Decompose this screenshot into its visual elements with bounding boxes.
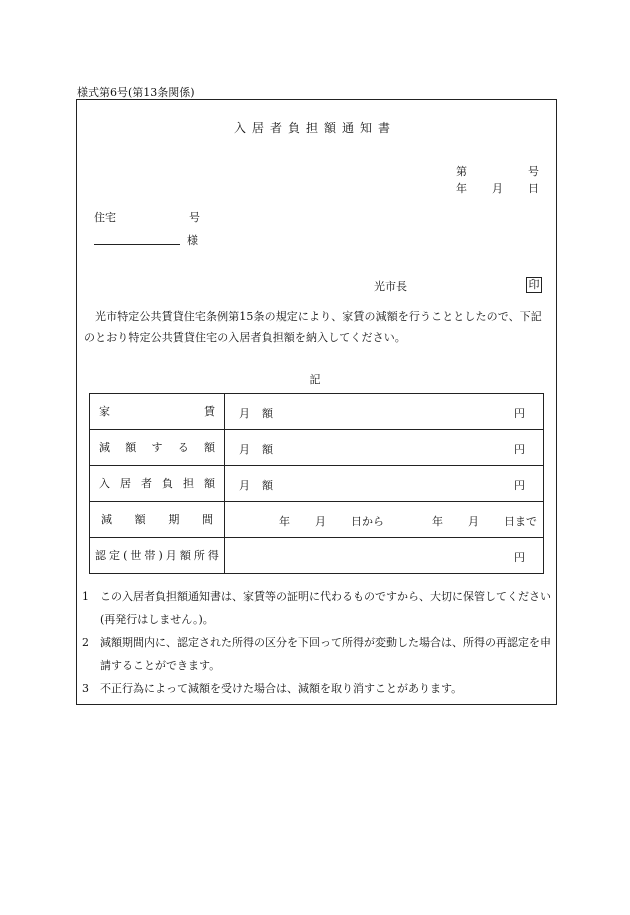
row-label-period (90, 502, 225, 538)
label-char: 居 (120, 477, 131, 490)
label-char: 額 (204, 441, 215, 454)
table-row (90, 466, 544, 502)
label-char: 担 (183, 477, 194, 490)
label-char: 家 (99, 405, 110, 418)
label-char: 得 (207, 549, 219, 562)
label-char: 者 (141, 477, 152, 490)
label-char: 額 (179, 549, 191, 562)
label-char: 額 (125, 441, 137, 454)
label-spread (90, 502, 224, 537)
label-char: 額 (134, 513, 146, 526)
income-value-cell (225, 538, 544, 574)
recipient-honorific: 様 (187, 234, 198, 247)
yen-unit: 円 (514, 443, 525, 456)
date-year: 年 (456, 182, 467, 195)
note-number: 3 (82, 682, 89, 695)
label-char: ( (123, 549, 128, 562)
label-char: ) (158, 549, 163, 562)
table-row (90, 502, 544, 538)
document-title: 入居者負担額通知書 (233, 121, 396, 135)
list-item (82, 677, 552, 700)
label-spread (90, 394, 224, 429)
label-char: 入 (99, 477, 110, 490)
label-char: 負 (162, 477, 173, 490)
notes-list (82, 585, 552, 700)
label-char: 賃 (204, 405, 215, 418)
note-text: この入居者負担額通知書は、家賃等の証明に代わるものですから、大切に保管してください(再発行はしません。)。 (100, 590, 551, 626)
label-char: 間 (201, 513, 213, 526)
yen-unit: 円 (514, 407, 525, 420)
label-char: 所 (193, 549, 205, 562)
note-number: 2 (82, 636, 89, 649)
seal-stamp: 印 (526, 277, 542, 293)
recipient-name-line (94, 244, 180, 245)
body-paragraph: 光市特定公共賃貸住宅条例第15条の規定により、家賃の減額を行うこととしたので、下記のとおり特定公共賃貸住宅の入居者負担額を納入してください。 (84, 310, 542, 344)
date-month: 月 (492, 182, 503, 195)
monthly-label: 月額 (239, 407, 285, 420)
list-item (82, 631, 552, 677)
yen-unit: 円 (514, 551, 525, 564)
period-start-day: 日から (351, 515, 384, 528)
label-char: 減 (101, 513, 112, 526)
note-number: 1 (82, 590, 89, 603)
label-char: る (177, 441, 189, 454)
table-row (90, 538, 544, 574)
label-char: 世 (130, 549, 142, 562)
issuer-name: 光市長 (374, 280, 407, 293)
reduction-value-cell (225, 430, 544, 466)
row-label-reduction (90, 430, 225, 466)
burden-value-cell (225, 466, 544, 502)
recipient-number-suffix: 号 (189, 211, 200, 224)
row-label-rent (90, 394, 225, 430)
table-row (90, 430, 544, 466)
detail-table (89, 393, 544, 574)
label-char: 月 (165, 549, 177, 562)
period-end-year: 年 (432, 515, 443, 528)
label-char: 額 (204, 477, 215, 490)
label-spread (90, 538, 224, 573)
row-label-income (90, 538, 225, 574)
label-char: 期 (168, 513, 180, 526)
label-char: 減 (99, 441, 110, 454)
recipient-housing-label: 住宅 (94, 211, 116, 224)
period-start-year: 年 (279, 515, 290, 528)
period-start-month: 月 (315, 515, 326, 528)
label-char: 定 (109, 549, 121, 562)
label-spread (90, 466, 224, 501)
label-char: す (151, 441, 163, 454)
ki-heading: 記 (309, 373, 321, 386)
date-day: 日 (528, 182, 539, 195)
monthly-label: 月額 (239, 479, 285, 492)
table-row (90, 394, 544, 430)
label-spread (90, 430, 224, 465)
monthly-label: 月額 (239, 443, 285, 456)
label-char: 認 (95, 549, 106, 562)
row-label-burden (90, 466, 225, 502)
note-text: 不正行為によって減額を受けた場合は、減額を取り消すことがあります。 (100, 682, 463, 695)
yen-unit: 円 (514, 479, 525, 492)
period-end-month: 月 (468, 515, 479, 528)
rent-value-cell (225, 394, 544, 430)
number-prefix: 第 (456, 165, 467, 178)
period-end-day: 日まで (504, 515, 537, 528)
form-number: 様式第6号(第13条関係) (77, 86, 195, 99)
number-suffix: 号 (528, 165, 539, 178)
list-item (82, 585, 552, 631)
period-value-cell (225, 502, 544, 538)
label-char: 帯 (144, 549, 156, 562)
note-text: 減額期間内に、認定された所得の区分を下回って所得が変動した場合は、所得の再認定を申請することができます。 (100, 636, 551, 672)
